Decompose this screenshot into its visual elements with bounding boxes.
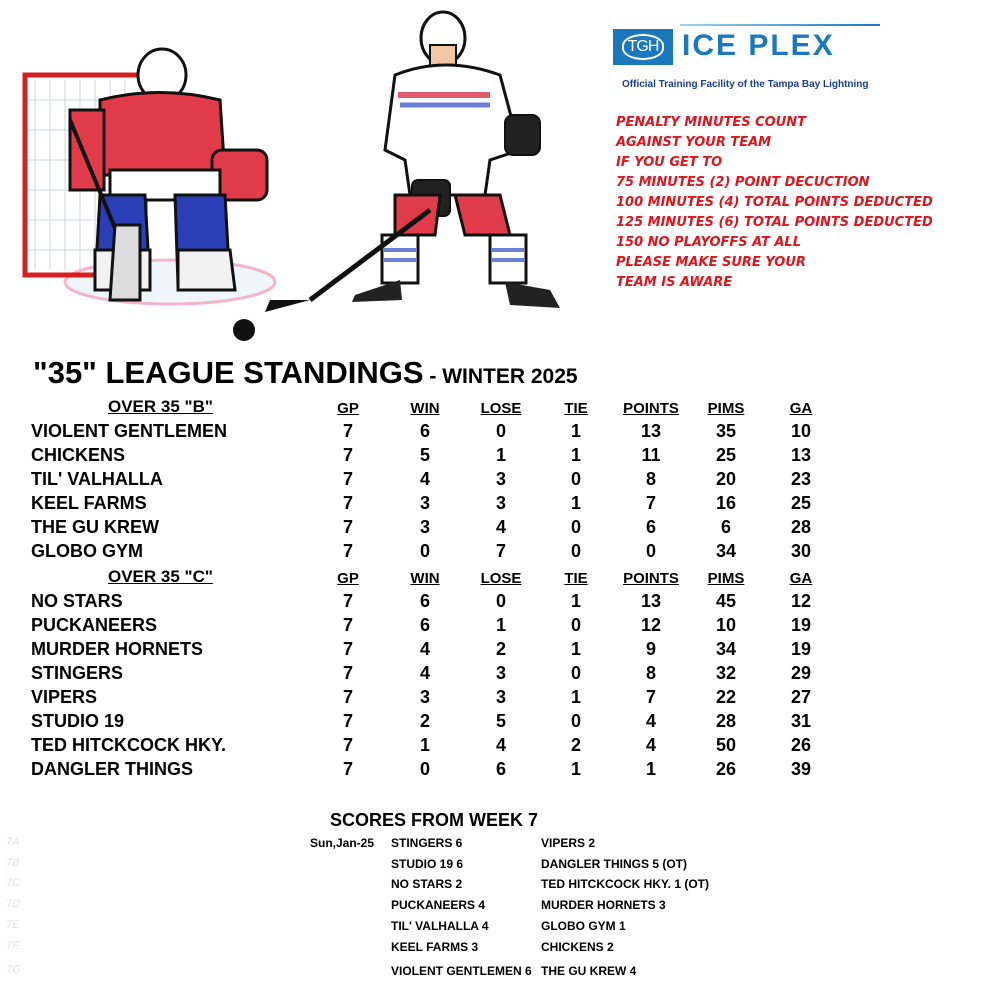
scores-title: SCORES FROM WEEK 7 <box>330 810 539 830</box>
away-score: GLOBO GYM 1 <box>541 919 626 933</box>
stat-lose: 1 <box>495 615 507 635</box>
stat-tie: 0 <box>570 541 582 561</box>
stat-tie: 1 <box>570 421 582 441</box>
stat-tie: 2 <box>570 735 582 755</box>
table-row <box>0 539 988 563</box>
team-name: VIPERS <box>31 687 98 707</box>
title-main: "35" LEAGUE STANDINGS <box>33 355 424 390</box>
stat-lose: 1 <box>495 445 507 465</box>
stat-win: 6 <box>419 615 431 635</box>
stat-gp: 7 <box>342 711 354 731</box>
column-header-win: WIN <box>410 400 440 417</box>
stat-pims: 50 <box>715 735 737 755</box>
puck <box>233 319 255 341</box>
stat-gp: 7 <box>342 687 354 707</box>
notice-line: 150 NO PLAYOFFS AT ALL <box>616 235 801 250</box>
stat-gp: 7 <box>342 421 354 441</box>
column-header-ga: GA <box>789 400 813 417</box>
stat-lose: 5 <box>495 711 507 731</box>
home-score: NO STARS 2 <box>391 877 463 891</box>
table-row <box>0 589 988 613</box>
game-code: 7E <box>6 919 20 931</box>
stat-points: 12 <box>640 615 662 635</box>
stat-lose: 4 <box>495 517 507 537</box>
game-date: Sun,Jan-25 <box>310 836 375 850</box>
away-score: MURDER HORNETS 3 <box>541 898 666 912</box>
stat-ga: 29 <box>790 663 812 683</box>
notice-line: IF YOU GET TO <box>616 155 723 170</box>
iceplex-logo-word: ICE PLEX <box>682 29 835 62</box>
team-name: THE GU KREW <box>31 517 159 537</box>
stat-lose: 0 <box>495 591 507 611</box>
stat-win: 0 <box>419 541 431 561</box>
stat-win: 3 <box>419 687 431 707</box>
stat-tie: 0 <box>570 615 582 635</box>
stat-lose: 2 <box>495 639 507 659</box>
stat-tie: 1 <box>570 639 582 659</box>
stat-ga: 12 <box>790 591 812 611</box>
team-name: KEEL FARMS <box>31 493 147 513</box>
stat-tie: 1 <box>570 493 582 513</box>
notice-line: 125 MINUTES (6) TOTAL POINTS DEDUCTED <box>616 215 933 230</box>
stat-ga: 23 <box>790 469 812 489</box>
column-header-tie: TIE <box>564 400 588 417</box>
stat-lose: 0 <box>495 421 507 441</box>
stat-pims: 20 <box>715 469 737 489</box>
stat-win: 2 <box>419 711 431 731</box>
column-header-pims: PIMS <box>707 570 745 587</box>
skater-figure <box>265 12 560 312</box>
away-score: DANGLER THINGS 5 (OT) <box>541 857 687 871</box>
stat-lose: 3 <box>495 493 507 513</box>
stat-pims: 35 <box>715 421 737 441</box>
stat-win: 4 <box>419 663 431 683</box>
team-name: TED HITCKCOCK HKY. <box>31 735 227 755</box>
logo-tagline: Official Training Facility of the Tampa Bay Lightning <box>622 79 869 90</box>
stat-gp: 7 <box>342 493 354 513</box>
stat-pims: 34 <box>715 541 737 561</box>
home-score: STUDIO 19 6 <box>391 857 464 871</box>
away-score: CHICKENS 2 <box>541 940 614 954</box>
stat-tie: 1 <box>570 445 582 465</box>
stat-tie: 1 <box>570 687 582 707</box>
notice-line: 100 MINUTES (4) TOTAL POINTS DEDUCTED <box>616 195 933 210</box>
stat-win: 6 <box>419 591 431 611</box>
stat-points: 13 <box>640 421 662 441</box>
stat-gp: 7 <box>342 735 354 755</box>
table-row <box>0 733 988 757</box>
team-name: STUDIO 19 <box>31 711 125 731</box>
team-name: CHICKENS <box>31 445 126 465</box>
column-header-gp: GP <box>337 400 359 417</box>
table-row <box>0 515 988 539</box>
stat-points: 4 <box>645 711 657 731</box>
stat-pims: 6 <box>720 517 732 537</box>
score-row <box>0 919 988 937</box>
team-name: DANGLER THINGS <box>31 759 193 779</box>
column-header-pims: PIMS <box>707 400 745 417</box>
stat-lose: 4 <box>495 735 507 755</box>
stat-win: 5 <box>419 445 431 465</box>
team-name: PUCKANEERS <box>31 615 158 635</box>
stat-ga: 25 <box>790 493 812 513</box>
table-row <box>0 685 988 709</box>
stat-tie: 1 <box>570 591 582 611</box>
stat-points: 8 <box>645 663 657 683</box>
stat-lose: 7 <box>495 541 507 561</box>
stat-points: 9 <box>645 639 657 659</box>
game-code: 7F <box>6 940 19 952</box>
stat-pims: 28 <box>715 711 737 731</box>
table-row <box>0 709 988 733</box>
table-row <box>0 757 988 781</box>
stat-points: 8 <box>645 469 657 489</box>
table-row <box>0 467 988 491</box>
stat-gp: 7 <box>342 541 354 561</box>
stat-pims: 26 <box>715 759 737 779</box>
stat-ga: 19 <box>790 615 812 635</box>
game-code: 7C <box>6 877 21 889</box>
stat-pims: 32 <box>715 663 737 683</box>
stat-ga: 26 <box>790 735 812 755</box>
notice-line: AGAINST YOUR TEAM <box>616 135 772 150</box>
team-name: NO STARS <box>31 591 123 611</box>
stat-pims: 16 <box>715 493 737 513</box>
page-title <box>33 355 578 391</box>
tgh-logo-badge: TGH <box>613 29 673 65</box>
table-row <box>0 613 988 637</box>
stat-points: 11 <box>641 445 661 465</box>
stat-points: 7 <box>645 493 657 513</box>
column-header-points: POINTS <box>623 570 679 587</box>
column-header-points: POINTS <box>623 400 679 417</box>
division-header <box>0 396 988 420</box>
home-score: VIOLENT GENTLEMEN 6 <box>391 964 532 978</box>
game-code: 7G <box>6 964 21 976</box>
table-row <box>0 491 988 515</box>
stat-ga: 39 <box>790 759 812 779</box>
stat-pims: 10 <box>715 615 737 635</box>
division-name: OVER 35 "B" <box>108 397 213 416</box>
stat-gp: 7 <box>342 615 354 635</box>
stat-points: 6 <box>645 517 657 537</box>
stat-ga: 31 <box>790 711 812 731</box>
home-score: KEEL FARMS 3 <box>391 940 479 954</box>
table-row <box>0 661 988 685</box>
logo-accent-line <box>680 24 880 26</box>
home-score: PUCKANEERS 4 <box>391 898 486 912</box>
column-header-lose: LOSE <box>480 400 522 417</box>
division-name: OVER 35 "C" <box>108 567 213 586</box>
score-row <box>0 940 988 958</box>
stat-pims: 45 <box>715 591 737 611</box>
team-name: GLOBO GYM <box>31 541 143 561</box>
away-score: VIPERS 2 <box>541 836 596 850</box>
stat-lose: 6 <box>495 759 507 779</box>
team-name: STINGERS <box>31 663 124 683</box>
column-header-tie: TIE <box>564 570 588 587</box>
score-row <box>0 964 988 982</box>
stat-gp: 7 <box>342 445 354 465</box>
stat-points: 13 <box>640 591 662 611</box>
table-row <box>0 419 988 443</box>
stat-lose: 3 <box>495 687 507 707</box>
title-sub: - WINTER 2025 <box>423 365 578 388</box>
stat-win: 4 <box>419 639 431 659</box>
stat-pims: 34 <box>715 639 737 659</box>
stat-win: 3 <box>419 493 431 513</box>
score-row <box>0 898 988 916</box>
table-row <box>0 637 988 661</box>
stat-gp: 7 <box>342 639 354 659</box>
home-score: TIL' VALHALLA 4 <box>391 919 489 933</box>
away-score: TED HITCKCOCK HKY. 1 (OT) <box>541 877 709 891</box>
stat-points: 0 <box>645 541 657 561</box>
game-code: 7B <box>6 857 20 869</box>
game-code: 7A <box>6 836 20 848</box>
stat-tie: 0 <box>570 469 582 489</box>
notice-line: TEAM IS AWARE <box>616 275 733 290</box>
stat-gp: 7 <box>342 469 354 489</box>
stat-lose: 3 <box>495 469 507 489</box>
game-code: 7D <box>6 898 21 910</box>
team-name: VIOLENT GENTLEMEN <box>31 421 228 441</box>
stat-lose: 3 <box>495 663 507 683</box>
score-row <box>0 857 988 875</box>
stat-win: 6 <box>419 421 431 441</box>
column-header-win: WIN <box>410 570 440 587</box>
stat-gp: 7 <box>342 663 354 683</box>
stat-gp: 7 <box>342 591 354 611</box>
stat-win: 3 <box>419 517 431 537</box>
division-header <box>0 566 988 590</box>
notice-line: 75 MINUTES (2) POINT DECUCTION <box>616 175 870 190</box>
stat-tie: 0 <box>570 663 582 683</box>
stat-ga: 19 <box>790 639 812 659</box>
home-score: STINGERS 6 <box>391 836 463 850</box>
penalty-notice <box>616 113 933 293</box>
stat-ga: 28 <box>790 517 812 537</box>
team-name: MURDER HORNETS <box>31 639 204 659</box>
stat-points: 1 <box>645 759 657 779</box>
column-header-lose: LOSE <box>480 570 522 587</box>
stat-ga: 10 <box>790 421 812 441</box>
team-name: TIL' VALHALLA <box>31 469 163 489</box>
stat-tie: 0 <box>570 517 582 537</box>
column-header-ga: GA <box>789 570 813 587</box>
stat-tie: 1 <box>570 759 582 779</box>
notice-line: PLEASE MAKE SURE YOUR <box>616 255 806 270</box>
notice-line: PENALTY MINUTES COUNT <box>616 115 807 130</box>
score-row <box>0 877 988 895</box>
stat-ga: 30 <box>790 541 812 561</box>
stat-win: 4 <box>419 469 431 489</box>
table-row <box>0 443 988 467</box>
stat-ga: 13 <box>790 445 812 465</box>
stat-win: 0 <box>419 759 431 779</box>
stat-ga: 27 <box>790 687 812 707</box>
stat-gp: 7 <box>342 517 354 537</box>
stat-gp: 7 <box>342 759 354 779</box>
stat-pims: 25 <box>715 445 737 465</box>
hockey-players-illustration <box>0 0 600 350</box>
stat-points: 4 <box>645 735 657 755</box>
stat-points: 7 <box>645 687 657 707</box>
column-header-gp: GP <box>337 570 359 587</box>
score-row <box>0 836 988 854</box>
stat-tie: 0 <box>570 711 582 731</box>
stat-win: 1 <box>419 735 431 755</box>
stat-pims: 22 <box>715 687 737 707</box>
away-score: THE GU KREW 4 <box>541 964 637 978</box>
